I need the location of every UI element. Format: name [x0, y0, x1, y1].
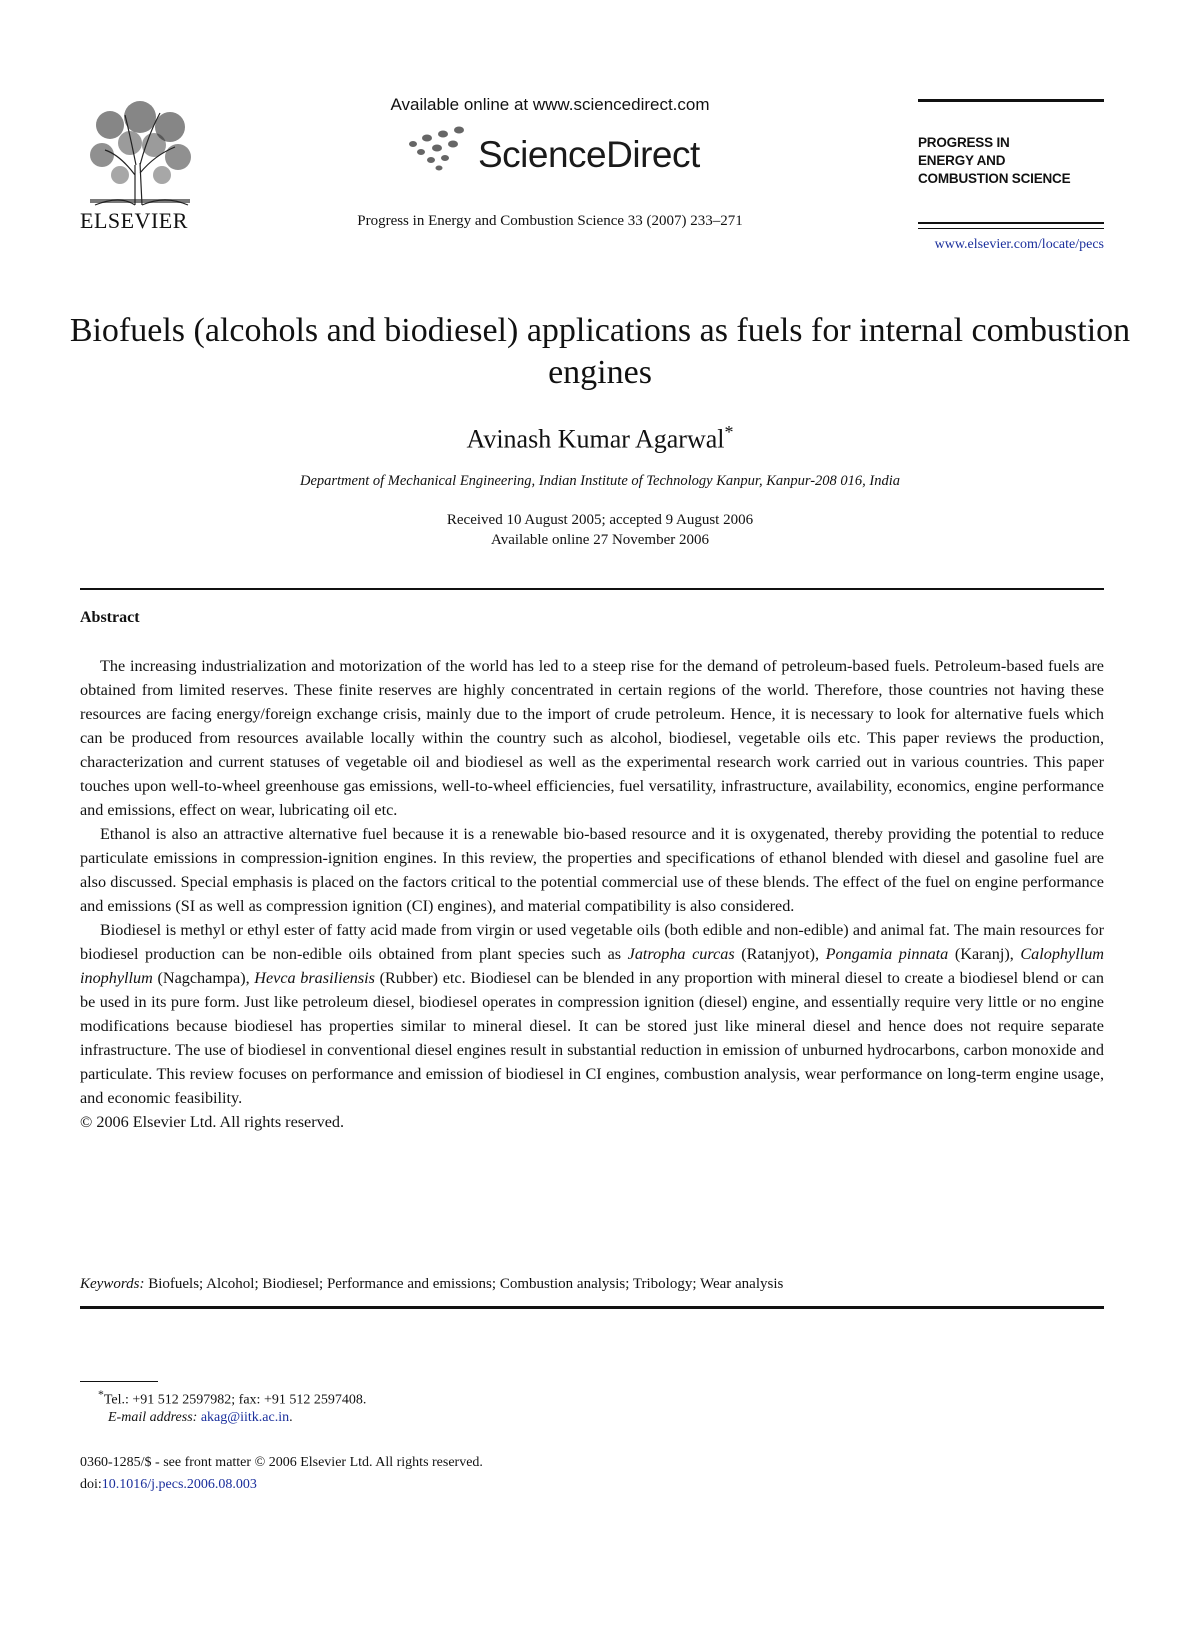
copyright-line: © 2006 Elsevier Ltd. All rights reserved. — [80, 1113, 345, 1131]
article-title: Biofuels (alcohols and biodiesel) applications as fuels for internal combustion engines — [69, 312, 1131, 391]
footnote-email — [108, 1410, 293, 1426]
journal-brand-line: COMBUSTION SCIENCE — [918, 171, 1071, 186]
journal-url-link[interactable]: www.elsevier.com/locate/pecs — [934, 237, 1104, 252]
keywords-list: Biofuels; Alcohol; Biodiesel; Performance and emissions; Combustion analysis; Tribology; Wear analysis — [148, 1276, 784, 1292]
abstract-text: Biodiesel is methyl or ethyl ester of fatty acid made from virgin or used vegetable oils (both edible and non-edible) and animal fat. The main resources for biodiesel production can be non-edible oils obtained from plant species such as — [80, 921, 1104, 963]
journal-brand — [918, 134, 1118, 188]
journal-rule-top — [918, 99, 1104, 102]
abstract-body — [80, 654, 1104, 1134]
sciencedirect-wordmark: ScienceDirect — [478, 134, 700, 175]
keywords-label: Keywords: — [80, 1276, 145, 1292]
doi-line — [80, 1477, 257, 1493]
contact-phone: Tel.: +91 512 2597982; fax: +91 512 2597408. — [103, 1392, 367, 1408]
email-link[interactable]: akag@iitk.ac.in — [200, 1410, 290, 1425]
species-name: Calophyllum inophyllum — [80, 945, 1104, 987]
footnote-contact — [98, 1388, 366, 1409]
journal-brand-line: ENERGY AND — [918, 153, 1006, 168]
email-suffix: . — [289, 1410, 293, 1425]
doi-link[interactable]: 10.1016/j.pecs.2006.08.003 — [101, 1477, 257, 1492]
abstract-paragraph: The increasing industrialization and motorization of the world has led to a steep rise for the demand of petroleum-based fuels. Petroleum-based fuels are obtained from limited reserves. These finite reserves are highly concentrated in certain regions of the world. Therefore, those countries not having these resources are facing energy/foreign exchange crisis, mainly due to the import of crude petroleum. Hence, it is necessary to look for alternative fuels which can be produced from resources available locally within the country such as alcohol, biodiesel, vegetable oils etc. This paper reviews the production, characterization and current statuses of vegetable oil and biodiesel as well as the experimental research work carried out in various countries. This paper touches upon well-to-wheel greenhouse gas emissions, well-to-wheel efficiencies, fuel versatility, infrastructure, availability, economics, engine performance and emissions, effect on wear, lubricating oil etc. — [80, 657, 1104, 819]
species-name: Hevca brasiliensis — [254, 969, 375, 987]
species-name: Jatropha curcas — [627, 945, 735, 963]
received-dates: Received 10 August 2005; accepted 9 August 2006 — [446, 512, 754, 528]
abstract-text: (Rubber) etc. Biodiesel can be blended in any proportion with mineral diesel to create a biodiesel blend or can be used in its pure form. Just like petroleum diesel, biodiesel operates in compression ignition (diesel) engine, and essentially require very little or no engine modifications because biodiesel has properties similar to mineral diesel. It can be stored just like mineral diesel and hence does not require separate infrastructure. The use of biodiesel in conventional diesel engines result in substantial reduction in emission of unburned hydrocarbons, carbon monoxide and particulate. This review focuses on performance and emission of biodiesel in CI engines, combustion analysis, wear performance on long-term engine usage, and economic feasibility. — [80, 969, 1104, 1107]
journal-rule — [918, 222, 1104, 224]
doi-label: doi: — [80, 1477, 102, 1492]
available-online-date: Available online 27 November 2006 — [491, 532, 709, 548]
footnote-rule — [80, 1381, 158, 1382]
abstract-text: (Nagchampa), — [152, 969, 255, 987]
author-footnote-mark[interactable]: * — [724, 422, 734, 442]
author-name-text: Avinash Kumar Agarwal — [466, 424, 725, 454]
abstract-text: (Karanj), — [948, 945, 1021, 963]
abstract-heading: Abstract — [80, 609, 140, 626]
abstract-paragraph — [80, 918, 1104, 1110]
article-dates — [60, 510, 1140, 550]
abstract-text: (Ratanjyot), — [734, 945, 826, 963]
species-name: Pongamia pinnata — [825, 945, 949, 963]
author-affiliation: Department of Mechanical Engineering, Indian Institute of Technology Kanpur, Kanpur-208 016, India — [299, 473, 901, 489]
email-label: E-mail address: — [108, 1410, 198, 1425]
keywords — [80, 1276, 1104, 1293]
abstract-top-rule — [80, 588, 1104, 590]
abstract-paragraph: Ethanol is also an attractive alternative fuel because it is a renewable bio-based resource and it is oxygenated, thereby providing the potential to reduce particulate emissions in compression-ignition engines. In this review, the properties and specifications of ethanol blended with diesel and gasoline fuel are also discussed. Special emphasis is placed on the factors critical to the potential commercial use of these blends. The effect of the fuel on engine performance and emissions (SI as well as compression ignition (CI) engines), and material compatibility is also considered. — [80, 825, 1104, 915]
abstract-bottom-rule — [80, 1306, 1104, 1309]
journal-citation: Progress in Energy and Combustion Science 33 (2007) 233–271 — [357, 213, 743, 229]
journal-brand-line: PROGRESS IN — [918, 135, 1010, 150]
issn-line: 0360-1285/$ - see front matter © 2006 Elsevier Ltd. All rights reserved. — [80, 1455, 483, 1470]
author-name — [60, 422, 1140, 455]
available-online-text: Available online at www.sciencedirect.com — [390, 95, 710, 114]
sciencedirect-dots-icon — [405, 124, 485, 174]
footnote-mark: * — [98, 1388, 104, 1401]
elsevier-wordmark: ELSEVIER — [80, 208, 188, 233]
journal-rule — [918, 228, 1104, 229]
